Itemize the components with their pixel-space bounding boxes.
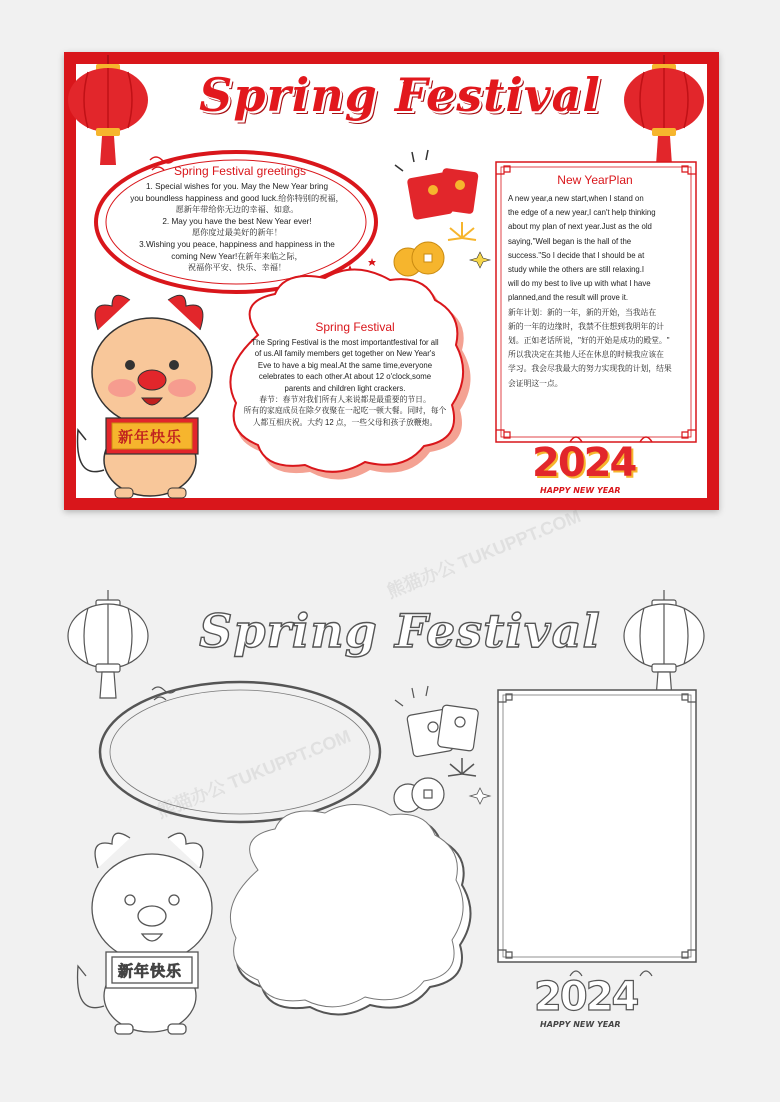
festival-line: 人都互相庆祝。大约 12 点，一些父母和孩子放鞭炮。: [252, 417, 438, 427]
lineart-greetings-frame: [100, 682, 380, 822]
greetings-body: [112, 181, 362, 274]
plan-heading: New YearPlan: [557, 173, 633, 187]
plan-line: success."So I decide that I should be at: [508, 250, 645, 260]
page-title: Spring Festival: [199, 68, 601, 122]
greetings-line: 2. May you have the best New Year ever!: [162, 216, 312, 226]
lineart-happy-new-year-text: HAPPY NEW YEAR: [540, 1020, 621, 1029]
plan-line: A new year,a new start,when I stand on: [508, 194, 644, 203]
festival-line: celebrates to each other.At about 12 o'clock,some: [258, 372, 432, 382]
festival-line: 所有的家庭成员在除夕夜聚在一起吃一顿大餐。同时，每个: [243, 406, 447, 416]
lineart-dragon-mascot-icon: [78, 833, 212, 1034]
gold-coin-icon: [394, 242, 444, 276]
year-badge: 2024: [532, 440, 636, 486]
plan-line: 新的一年的边缘时，我禁不住想到我明年的计: [508, 321, 664, 331]
lineart-firework-icon: [448, 758, 476, 776]
greetings-heading: Spring Festival greetings: [173, 164, 307, 178]
plan-line: 学习。我会尽我最大的努力实现我的计划，结果: [508, 364, 672, 374]
red-envelope-icon: [395, 150, 479, 220]
plan-line: 新年计划：新的一年，新的开始，当我站在: [508, 307, 657, 317]
plan-line: 划。正如老话所说，"好的开始是成功的殿堂。": [508, 336, 670, 346]
lineart-year-badge: 2024: [534, 974, 638, 1020]
lineart-red-envelope-icon: [395, 686, 479, 757]
watermark: 熊猫办公 TUKUPPT.COM: [154, 725, 354, 822]
greetings-line: 3.Wishing you peace, happiness and happiness in the: [139, 239, 335, 249]
greetings-line: 愿新年带给你无边的幸福、如意。: [175, 205, 299, 215]
festival-line: parents and children light crackers.: [284, 383, 406, 393]
plan-line: planned,and the result will prove it.: [508, 293, 629, 303]
plan-line: will do my best to live up with what I have: [508, 279, 651, 289]
festival-line: 春节：春节对我们所有人来说都是最重要的节日。: [259, 395, 431, 405]
festival-heading: Spring Festival: [315, 320, 395, 334]
plan-line: study while the others are still relaxing.I: [508, 265, 645, 275]
lineart-plan-frame: [498, 690, 696, 962]
lineart-dragon-banner-text: 新年快乐: [118, 962, 183, 980]
lineart-coin-icon: [394, 778, 444, 812]
greetings-line: 1. Special wishes for you. May the New Year bring: [145, 182, 329, 191]
festival-body: [222, 337, 468, 428]
dragon-mascot-icon: [78, 295, 212, 498]
plan-body: [508, 192, 692, 391]
watermark: 熊猫办公 TUKUPPT.COM: [384, 505, 584, 602]
greetings-line: you boundless happiness and good luck.给你特别的祝福，: [130, 193, 344, 203]
lineart-page-title: Spring Festival: [199, 604, 601, 658]
greetings-line: coming New Year!在新年来临之际，: [171, 251, 303, 261]
plan-line: the edge of a new year,I can't help thinking: [508, 208, 656, 218]
happy-new-year-text: HAPPY NEW YEAR: [540, 486, 621, 495]
festival-line: Eve to have a big meal.At the same time,everyone: [257, 360, 433, 370]
greetings-line: 祝福你平安、快乐、幸福！: [187, 263, 287, 273]
greetings-line: 愿你度过最美好的新年！: [191, 228, 283, 238]
plan-line: about my plan of next year.Just as the old: [508, 222, 652, 232]
firework-icon: [448, 222, 476, 240]
plan-line: 会证明这一点。: [508, 378, 563, 388]
dragon-banner-text: 新年快乐: [118, 428, 183, 446]
festival-line: of us.All family members get together on New Year's: [254, 349, 436, 359]
festival-line: The Spring Festival is the most importantfestival for all: [251, 338, 439, 347]
plan-line: saying,"Well began is the hall of the: [508, 236, 632, 246]
plan-line: 所以我决定在其他人还在休息的时候我应该在: [508, 350, 664, 360]
